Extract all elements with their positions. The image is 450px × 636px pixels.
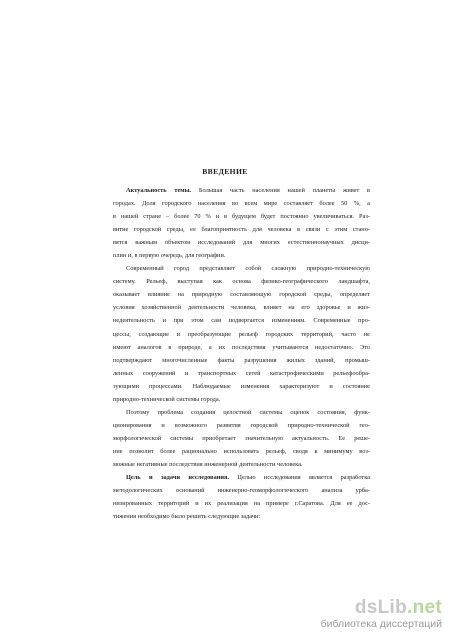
line-text: плин и, в первую очередь, для географии. bbox=[113, 252, 226, 260]
line-text: низированных территорий и их реализация на примере г.Саратова. Для ее дос- bbox=[113, 500, 370, 508]
line-text: вятся важным объектом исследований для многих естественнонаучных дисци- bbox=[113, 239, 370, 247]
text-line bbox=[113, 406, 370, 419]
line-text: ционирования и возможного развития городской природно-технической гео- bbox=[113, 421, 370, 429]
text-line bbox=[113, 249, 370, 262]
line-text: оказывает влияние на природную составляющую городской среды, определяет bbox=[113, 291, 370, 299]
line-text: природно-технической системы города. bbox=[113, 395, 221, 403]
text-line bbox=[113, 328, 370, 341]
line-text: подтверждают многочисленные факты разрушения жилых зданий, промыш- bbox=[113, 356, 370, 364]
line-text: систему. Рельеф, выступая как основа физико-географического ландшафта, bbox=[113, 278, 370, 286]
line-text: имеют аналогов в природе, а их последствия учитываются недостаточно. Это bbox=[113, 343, 370, 351]
text-line bbox=[113, 458, 370, 471]
text-line bbox=[113, 236, 370, 249]
line-text: условия хозяйственной деятельности человека, влияет на его здоровье и жиз- bbox=[113, 304, 370, 312]
watermark-subtitle: библиотека диссертаций bbox=[320, 618, 442, 630]
text-line bbox=[113, 341, 370, 354]
text-line bbox=[113, 301, 370, 314]
text-line bbox=[113, 393, 370, 406]
line-text: можные негативные последствия инженерной деятельности человека. bbox=[113, 460, 303, 468]
text-line bbox=[113, 223, 370, 236]
text-line bbox=[113, 497, 370, 510]
line-text: в нашей стране – более 70 % и в будущем будет постоянно увеличиваться. Раз- bbox=[113, 213, 370, 221]
site-watermark bbox=[321, 598, 442, 630]
text-line bbox=[113, 367, 370, 380]
line-text: морфологической системы приобретает значительную актуальность. Ее реше- bbox=[113, 434, 370, 442]
line-text: ние позволит более рационально использовать рельеф, сводя к минимуму воз- bbox=[113, 447, 370, 455]
line-text: витие городской среды, ее благоприятность для человека в связи с этим стано- bbox=[113, 226, 370, 234]
text-line bbox=[113, 288, 370, 301]
page-title: ВВЕДЕНИЕ bbox=[202, 167, 248, 176]
text-line bbox=[113, 184, 370, 197]
text-line bbox=[113, 314, 370, 327]
document-body bbox=[113, 184, 370, 523]
watermark-logo bbox=[321, 598, 442, 618]
line-text: тижения необходимо было решить следующие задачи: bbox=[113, 513, 261, 521]
line-text: ленных сооружений и транспортных сетей катастрофическими рельефообра- bbox=[113, 369, 370, 377]
line-text: зующими процессами. Наблюдаемые изменения характеризуют и состояние bbox=[113, 382, 370, 390]
line-text: городах. Доля городского населения во всем мире составляет более 50 %, а bbox=[113, 200, 370, 208]
watermark-brand-suffix: .net bbox=[407, 597, 442, 618]
text-line bbox=[113, 275, 370, 288]
line-text: Поэтому проблема создания целостной системы оценок состояния, функ- bbox=[126, 408, 370, 416]
text-line bbox=[113, 484, 370, 497]
text-line bbox=[113, 354, 370, 367]
text-line bbox=[113, 419, 370, 432]
text-line bbox=[113, 471, 370, 484]
paragraph-heading: Актуальность темы. bbox=[126, 187, 192, 194]
line-text: Большая часть населения нашей планеты живет в bbox=[191, 187, 370, 194]
watermark-brand-main: dsLib bbox=[354, 597, 408, 618]
line-text: Целью исследования является разработка bbox=[229, 474, 370, 482]
text-line bbox=[113, 197, 370, 210]
text-line bbox=[113, 510, 370, 523]
line-text: методологических оснований инженерно-геоморфологического анализа урба- bbox=[113, 487, 370, 495]
paragraph-heading: Цель и задачи исследования. bbox=[126, 474, 230, 482]
text-line bbox=[113, 380, 370, 393]
text-line bbox=[113, 432, 370, 445]
text-line bbox=[113, 445, 370, 458]
text-line bbox=[113, 210, 370, 223]
line-text: цессы, создающие и преобразующие рельеф городских территорий, часто не bbox=[113, 330, 370, 338]
line-text: Современный город представляет собой сложную природно-техническую bbox=[126, 265, 370, 273]
line-text: недеятельность и при этом сам подвергается изменениям. Современные про- bbox=[113, 317, 370, 325]
text-line bbox=[113, 262, 370, 275]
